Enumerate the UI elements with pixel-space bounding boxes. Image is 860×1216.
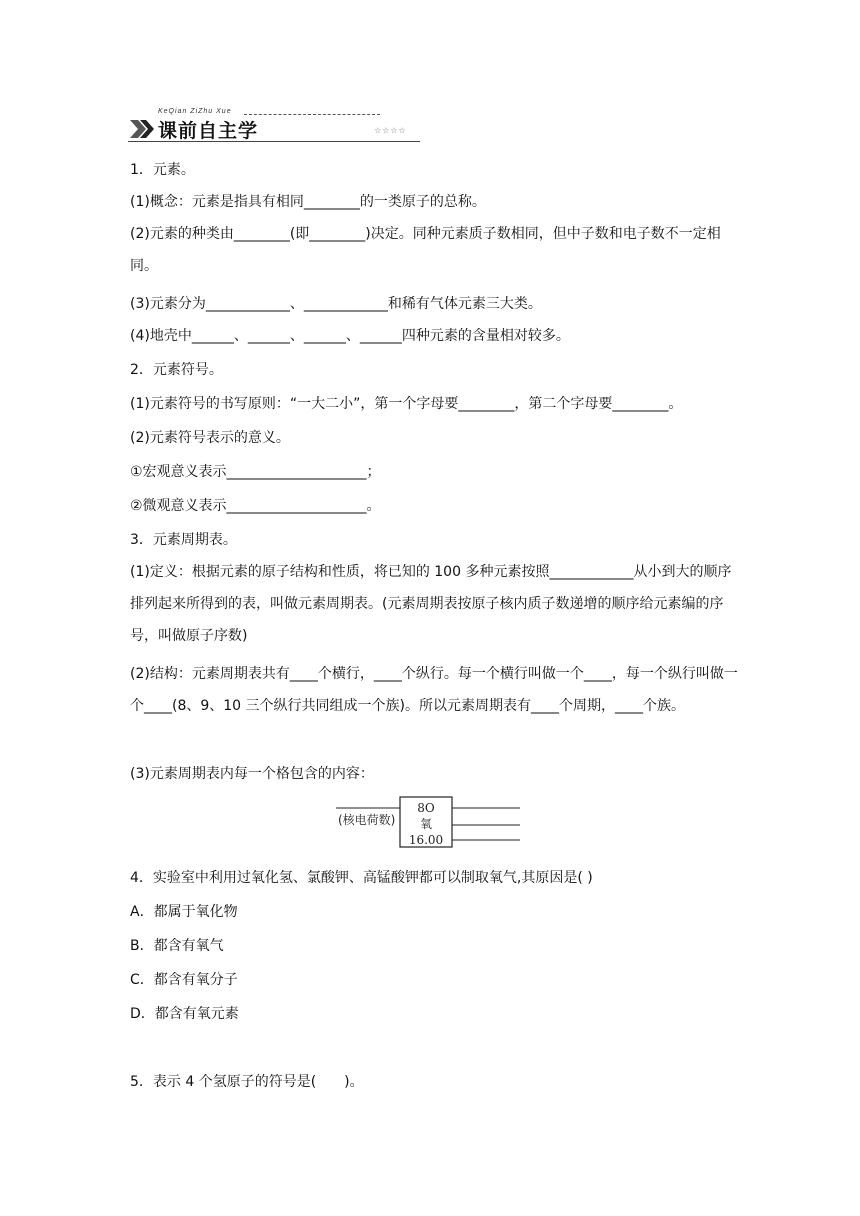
item-3-2: (2)结构：元素周期表共有____个横行，____个纵行。每一个横行叫做一个____，每一个纵行叫做一个____(8、9、10 三个纵行共同组成一个族)。所以元素周期表有____个周期，____个族。 bbox=[130, 666, 738, 714]
banner-rule bbox=[128, 141, 420, 142]
section-1-heading: 1．元素。 bbox=[130, 162, 195, 178]
section-banner bbox=[128, 108, 420, 142]
option-c: C．都含有氧分子 bbox=[130, 972, 238, 988]
element-number-symbol: 8O bbox=[417, 801, 435, 815]
question-5: 5．表示 4 个氢原子的符号是( )。 bbox=[130, 1074, 364, 1090]
item-2-2-micro: ②微观意义表示____________________。 bbox=[130, 498, 381, 514]
difficulty-stars: ☆☆☆☆ bbox=[374, 126, 407, 135]
element-name: 氧 bbox=[419, 817, 433, 831]
option-d: D．都含有氧元素 bbox=[130, 1006, 239, 1022]
option-b: B．都含有氧气 bbox=[130, 938, 224, 954]
banner-dashes bbox=[244, 114, 380, 115]
banner-pinyin: KeQian ZiZhu Xue bbox=[158, 108, 232, 115]
nuclear-charge-label: (核电荷数) bbox=[338, 813, 396, 827]
section-3-heading: 3．元素周期表。 bbox=[130, 532, 237, 548]
banner-title: 课前自主学 bbox=[158, 120, 259, 142]
item-1-3: (3)元素分为____________、____________和稀有气体元素三大类。 bbox=[130, 296, 542, 312]
question-4: 4．实验室中利用过氧化氢、氯酸钾、高锰酸钾都可以制取氧气,其原因是( ) bbox=[130, 870, 593, 886]
option-a: A．都属于氧化物 bbox=[130, 904, 238, 920]
section-2-heading: 2．元素符号。 bbox=[130, 362, 223, 378]
item-1-4: (4)地壳中______、______、______、______四种元素的含量相对较多。 bbox=[130, 328, 570, 344]
item-2-2: (2)元素符号表示的意义。 bbox=[130, 430, 290, 446]
item-2-2-macro: ①宏观意义表示____________________； bbox=[130, 464, 381, 480]
double-chevron-icon bbox=[128, 118, 156, 140]
item-1-2: (2)元素的种类由________(即________)决定。同种元素质子数相同，但中子数和电子数不一定相同。 bbox=[130, 226, 721, 274]
item-1-1: (1)概念：元素是指具有相同________的一类原子的总称。 bbox=[130, 194, 486, 210]
element-mass: 16.00 bbox=[408, 833, 444, 847]
item-3-1: (1)定义：根据元素的原子结构和性质，将已知的 100 多种元素按照____________从小到大的顺序排列起来所得到的表，叫做元素周期表。(元素周期表按原子核内质子数递增的顺序给元素编的序号，叫做原子序数) bbox=[130, 564, 732, 644]
item-3-3: (3)元素周期表内每一个格包含的内容： bbox=[130, 766, 374, 782]
element-cell-diagram bbox=[334, 796, 534, 848]
item-2-1: (1)元素符号的书写原则：“一大二小”，第一个字母要________，第二个字母要________。 bbox=[130, 396, 683, 412]
